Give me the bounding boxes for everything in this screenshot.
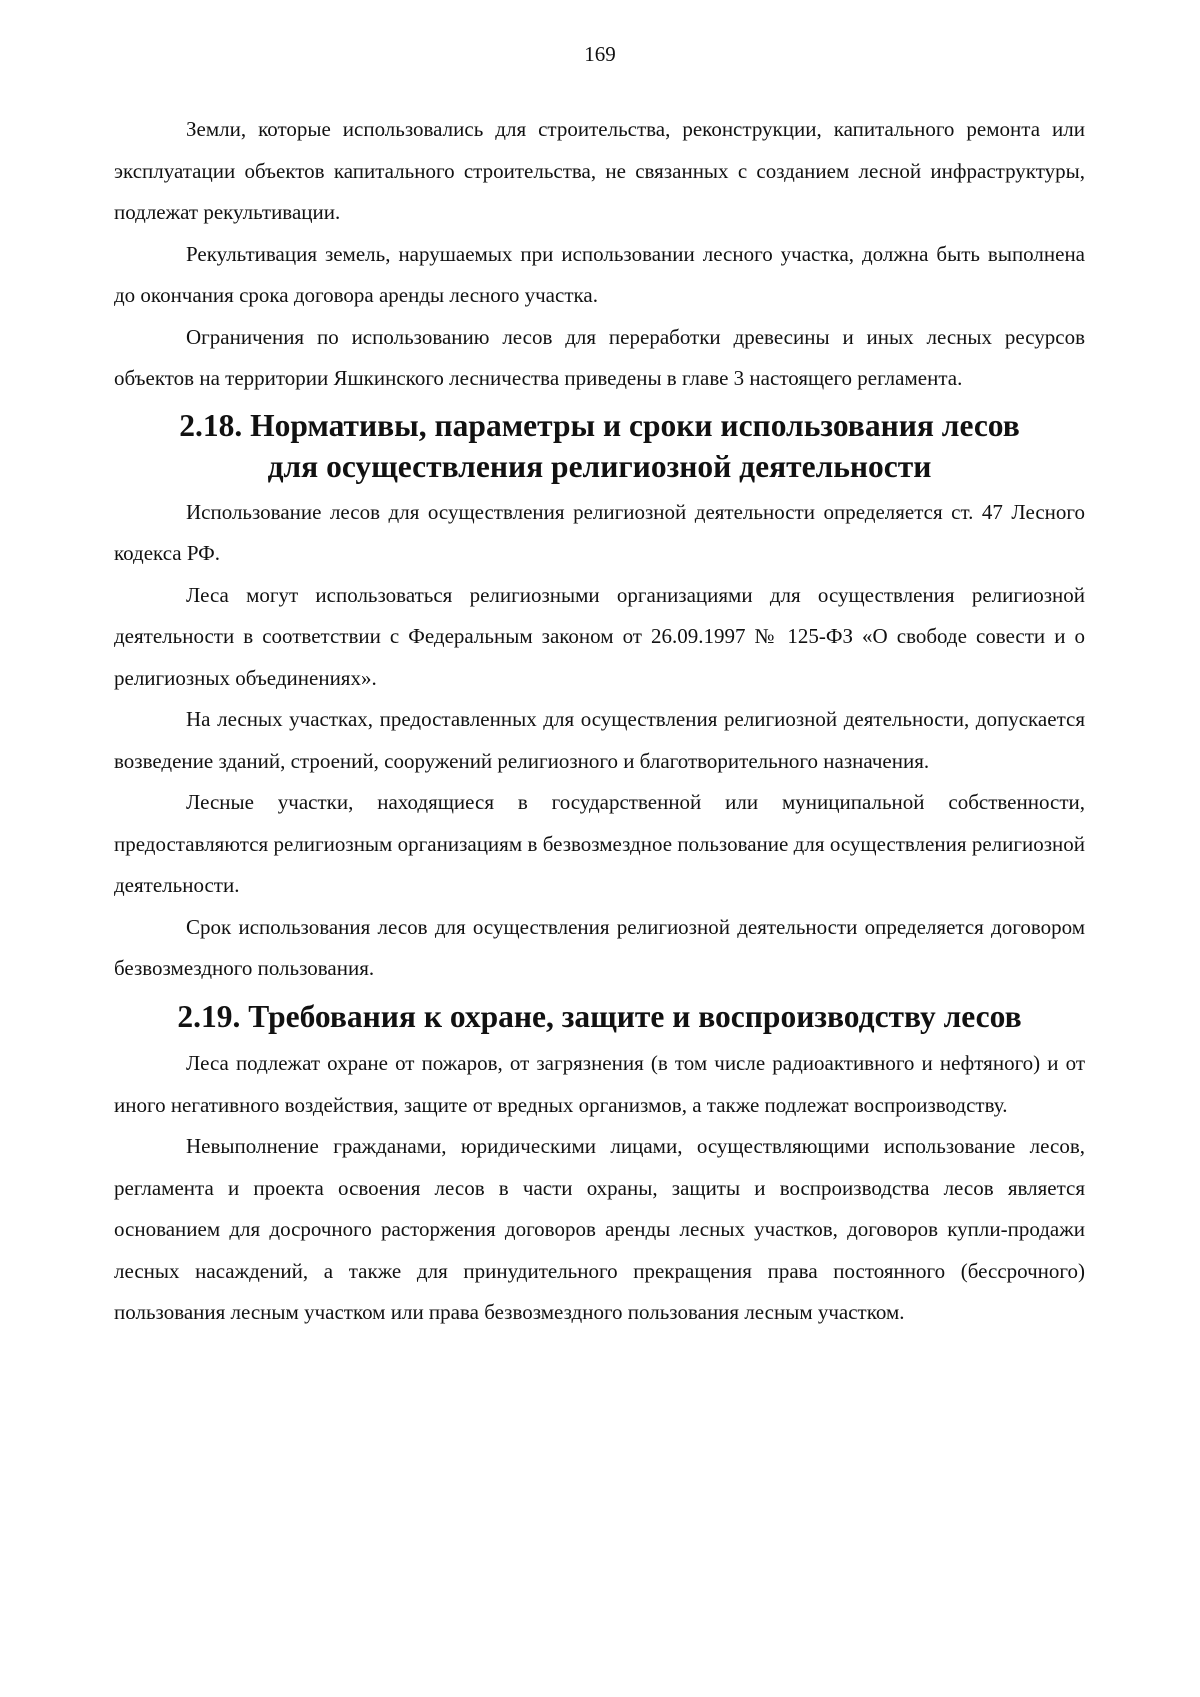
paragraph-religious-use-article: Использование лесов для осуществления религиозной деятельности определяется ст. 47 Лесного кодекса РФ. (114, 499, 1085, 565)
paragraph-building-construction: На лесных участках, предоставленных для осуществления религиозной деятельности, допускается возведение зданий, строений, сооружений религиозного и благотворительного назначения. (114, 707, 1085, 773)
paragraph-free-use-provision: Лесные участки, находящиеся в государственной или муниципальной собственности, предоставляются религиозным организациям в безвозмездное пользование для осуществления религиозной деятельности. (114, 790, 1085, 897)
paragraph-processing-restrictions: Ограничения по использованию лесов для переработки древесины и иных лесных ресурсов объектов на территории Яшкинского лесничества приведены в главе 3 настоящего регламента. (114, 324, 1085, 390)
section-heading-2-18: 2.18. Нормативы, параметры и сроки использования лесов для осуществления религиозной деятельности (179, 407, 1020, 484)
paragraph-forest-protection: Леса подлежат охране от пожаров, от загрязнения (в том числе радиоактивного и нефтяного) и от иного негативного воздействия, защите от вредных организмов, а также подлежат воспроизводству. (114, 1051, 1085, 1117)
paragraph-reclamation-deadline: Рекультивация земель, нарушаемых при использовании лесного участка, должна быть выполнена до окончания срока договора аренды лесного участка. (114, 241, 1085, 307)
paragraph-religious-organizations: Леса могут использоваться религиозными организациями для осуществления религиозной деятельности в соответствии с Федеральным законом от 26.09.1997 № 125-ФЗ «О свободе совести и о религиозных объединениях». (114, 582, 1085, 690)
page-number: 169 (584, 42, 616, 66)
section-heading-2-19: 2.19. Требования к охране, защите и воспроизводству лесов (177, 998, 1022, 1034)
paragraph-use-term: Срок использования лесов для осуществления религиозной деятельности определяется договором безвозмездного пользования. (114, 914, 1085, 980)
paragraph-contract-termination: Невыполнение гражданами, юридическими лицами, осуществляющими использование лесов, регламента и проекта освоения лесов в части охраны, защиты и воспроизводства лесов является основанием для досрочного расторжения договоров аренды лесных участков, договоров купли-продажи лесных насаждений, а также для принудительного прекращения права постоянного (бессрочного) пользования лесным участком или права безвозмездного пользования лесным участком. (114, 1134, 1085, 1324)
paragraph-land-reclamation: Земли, которые использовались для строительства, реконструкции, капитального ремонта или эксплуатации объектов капитального строительства, не связанных с созданием лесной инфраструктуры, подлежат рекультивации. (114, 117, 1085, 224)
document-body (114, 109, 1085, 1334)
